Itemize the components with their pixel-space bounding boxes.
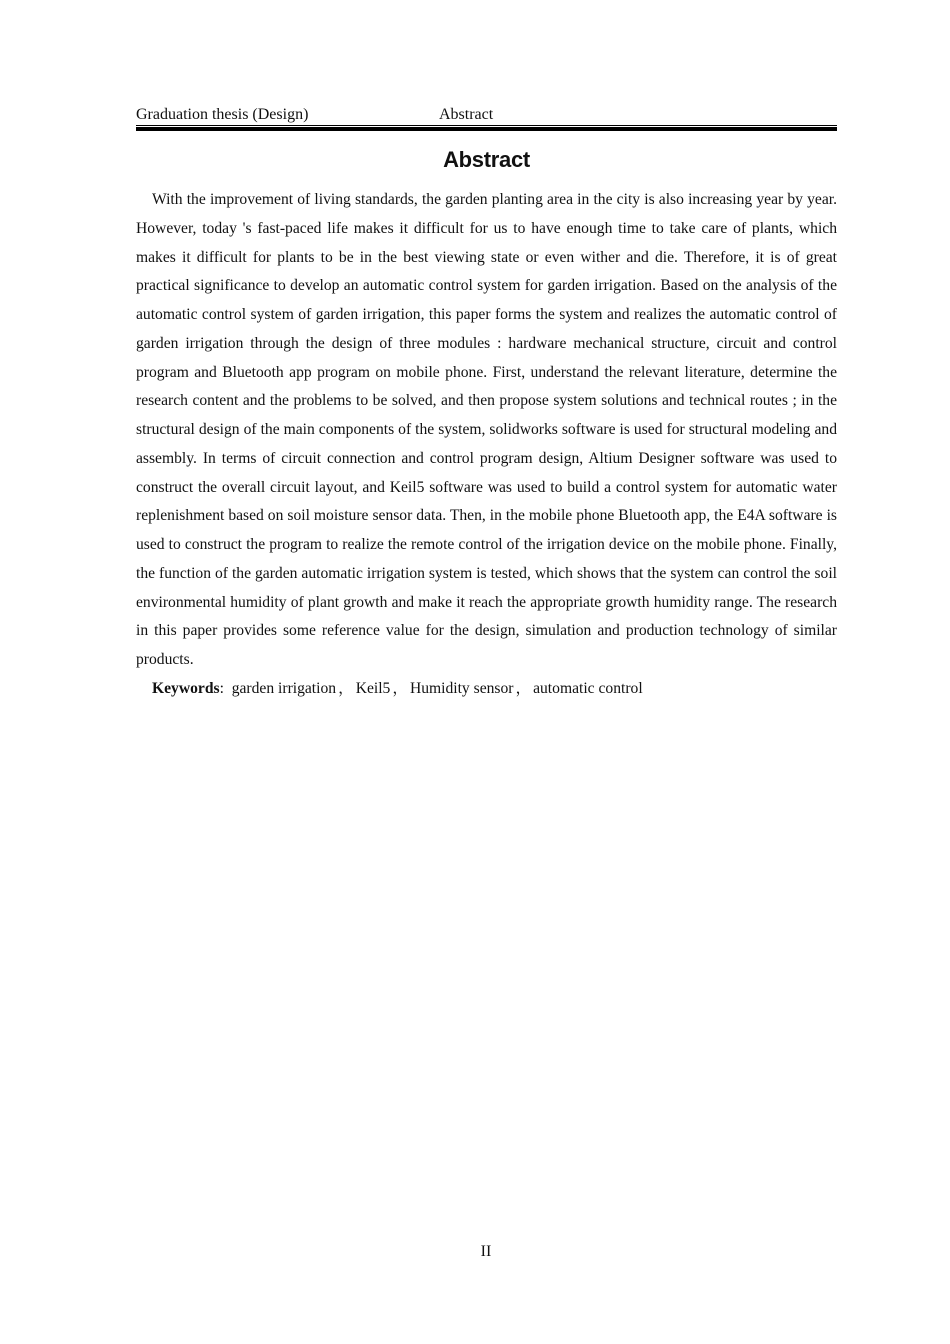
keyword-item: Keil5 [355, 680, 391, 697]
keyword-item: garden irrigation [231, 680, 337, 697]
keyword-item: Humidity sensor [409, 680, 514, 697]
keyword-separator: ， [515, 680, 532, 697]
keyword-separator: ， [338, 680, 354, 697]
header-thesis-label: Graduation thesis (Design) [136, 106, 309, 123]
abstract-paragraph: With the improvement of living standards, the garden planting area in the city is also increasing year by year. However, today 's fast-paced life makes it difficult for us to have enough time to take care of plants, which makes it difficult for plants to be in the best viewing state or even wither and die. Therefore, it is of great practical significance to develop an automatic control system for garden irrigation. Based on the analysis of the automatic control system of garden irrigation, this paper forms the system and realizes the automatic control of garden irrigation through the design of three modules : hardware mechanical structure, circuit and control program and Bluetooth app program on mobile phone. First, understand the relevant literature, determine the research content and the problems to be solved, and then propose system solutions and technical routes ; in the structural design of the main components of the system, solidworks software is used for structural modeling and assembly. In terms of circuit connection and control program design, Altium Designer software was used to construct the overall circuit layout, and Keil5 software was used to build a control system for automatic water replenishment based on soil moisture sensor data. Then, in the mobile phone Bluetooth app, the E4A software is used to construct the program to realize the remote control of the irrigation device on the mobile phone. Finally, the function of the garden automatic irrigation system is tested, which shows that the system can control the soil environmental humidity of plant growth and make it reach the appropriate growth humidity range. The research in this paper provides some reference value for the design, simulation and production technology of similar products. [136, 191, 837, 668]
page-title: Abstract [443, 147, 530, 172]
keywords-line [152, 675, 643, 703]
keywords-colon: : [219, 680, 224, 697]
page-header [136, 104, 837, 126]
header-rule-thin [136, 125, 837, 126]
keyword-item: automatic control [533, 680, 643, 697]
header-section-label: Abstract [439, 106, 494, 123]
page-number: II [480, 1243, 492, 1260]
keywords-label: Keywords [152, 680, 220, 697]
keyword-separator: ， [392, 680, 408, 697]
header-rule-thick [136, 127, 837, 131]
